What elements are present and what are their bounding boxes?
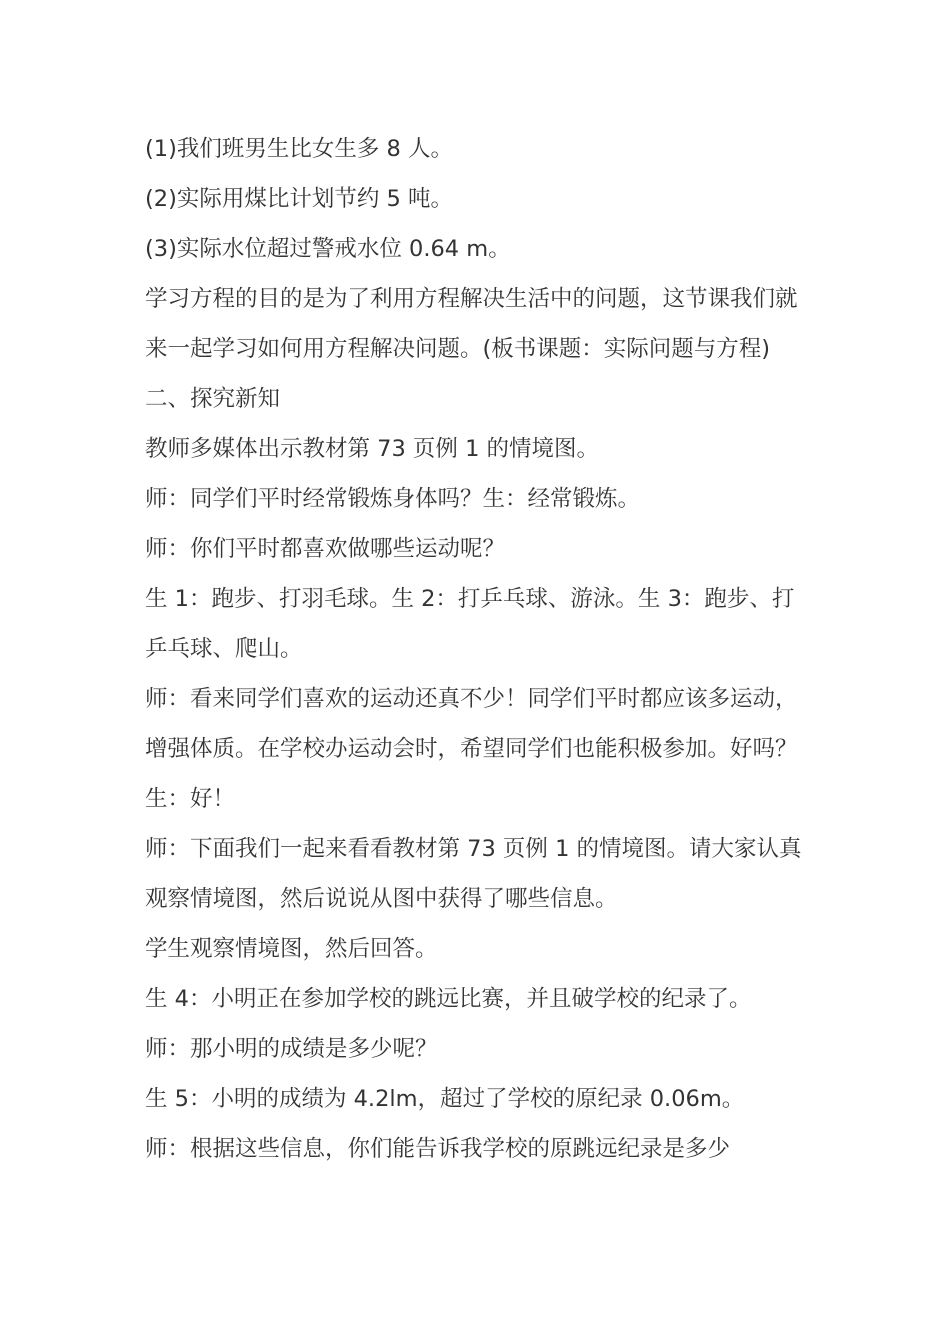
paragraph-3: (3)实际水位超过警戒水位 0.64 m。 bbox=[145, 236, 511, 262]
paragraph-10: 师：看来同学们喜欢的运动还真不少！同学们平时都应该多运动，增强体质。在学校办运动会时，希望同学们也能积极参加。好吗？生：好！ bbox=[145, 686, 798, 812]
paragraph-12: 学生观察情境图，然后回答。 bbox=[145, 936, 438, 962]
document-body bbox=[145, 124, 813, 1174]
section-heading: 二、探究新知 bbox=[145, 386, 281, 412]
paragraph-9: 生 1：跑步、打羽毛球。生 2：打乒乓球、游泳。生 3：跑步、打乒乓球、爬山。 bbox=[145, 586, 795, 662]
paragraph-7: 师：同学们平时经常锻炼身体吗？生：经常锻炼。 bbox=[145, 486, 641, 512]
paragraph-16: 师：根据这些信息，你们能告诉我学校的原跳远纪录是多少 bbox=[145, 1136, 731, 1162]
paragraph-6: 教师多媒体出示教材第 73 页例 1 的情境图。 bbox=[145, 436, 600, 462]
paragraph-8: 师：你们平时都喜欢做哪些运动呢？ bbox=[145, 536, 506, 562]
paragraph-11: 师：下面我们一起来看看教材第 73 页例 1 的情境图。请大家认真观察情境图，然后说说从图中获得了哪些信息。 bbox=[145, 836, 802, 912]
paragraph-1: (1)我们班男生比女生多 8 人。 bbox=[145, 136, 453, 162]
paragraph-14: 师：那小明的成绩是多少呢？ bbox=[145, 1036, 438, 1062]
paragraph-15: 生 5：小明的成绩为 4.2lm，超过了学校的原纪录 0.06m。 bbox=[145, 1086, 745, 1112]
paragraph-2: (2)实际用煤比计划节约 5 吨。 bbox=[145, 186, 453, 212]
paragraph-13: 生 4：小明正在参加学校的跳远比赛，并且破学校的纪录了。 bbox=[145, 986, 752, 1012]
paragraph-4: 学习方程的目的是为了利用方程解决生活中的问题，这节课我们就来一起学习如何用方程解决问题。(板书课题：实际问题与方程) bbox=[145, 286, 798, 362]
